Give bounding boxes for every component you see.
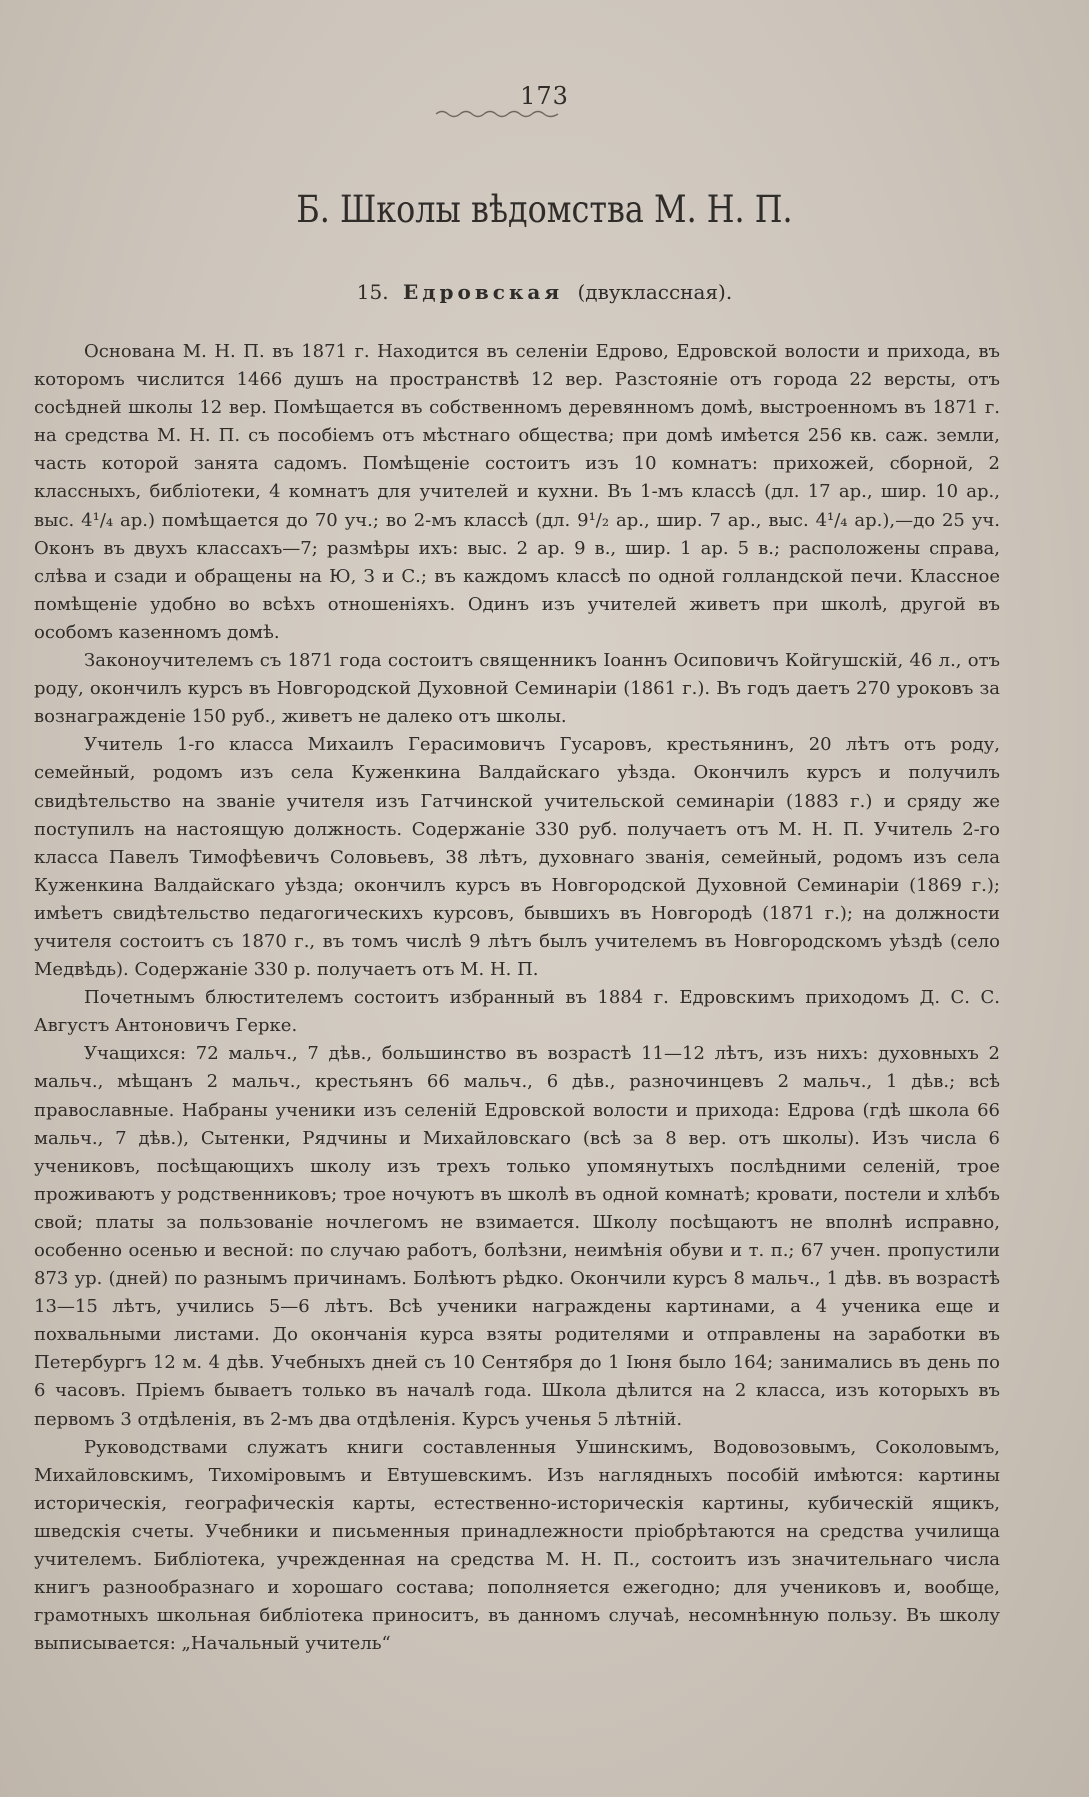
paragraph-founding: Основана М. Н. П. въ 1871 г. Находится въ селеніи Едрово, Едровской волости и прихода, въ которомъ числится 1466 душъ на пространствѣ 12 вер. Разстояніе отъ города 22 версты, отъ сосѣдней школы 12 вер. Помѣщается въ собственномъ деревянномъ домѣ, выстроенномъ въ 1871 г. на средства М. Н. П. съ пособіемъ отъ мѣстнаго общества; при домѣ имѣется 256 кв. саж. земли, часть которой занята садомъ. Помѣщеніе состоитъ изъ 10 комнатъ: прихожей, сборной, 2 классныхъ, библіотеки, 4 комнатъ для учителей и кухни. Въ 1-мъ классѣ (дл. 17 ар., шир. 10 ар., выс. 4¹/₄ ар.) помѣщается до 70 уч.; во 2-мъ классѣ (дл. 9¹/₂ ар., шир. 7 ар., выс. 4¹/₄ ар.),—до 25 уч. Оконъ въ двухъ классахъ—7; размѣры ихъ: выс. 2 ар. 9 в., шир. 1 ар. 5 в.; расположены справа, слѣва и сзади и обращены на Ю, З и С.; въ каждомъ классѣ по одной голландской печи. Классное помѣщеніе удобно во всѣхъ отношеніяхъ. Одинъ изъ учителей живетъ при школѣ, другой въ особомъ казенномъ домѣ. (34, 341, 1000, 643)
paragraph-trustee: Почетнымъ блюстителемъ состоитъ избранный въ 1884 г. Едровскимъ приходомъ Д. С. С. Августъ Антоновичъ Герке. (34, 987, 1000, 1037)
page-number: 173 (520, 82, 569, 110)
paragraph-textbooks: Руководствами служатъ книги составленныя Ушинскимъ, Водовозовымъ, Соколовымъ, Михайловскимъ, Тихоміровымъ и Евтушевскимъ. Изъ наглядныхъ пособій имѣются: картины историческія, географическія карты, естественно-историческія картины, кубическій ящикъ, шведскія счеты. Учебники и письменныя принадлежности пріобрѣтаются на средства училища учителемъ. Библіотека, учрежденная на средства М. Н. П., состоитъ изъ значительнаго числа книгъ разнообразнаго и хорошаго состава; пополняется ежегодно; для учениковъ и, вообще, грамотныхъ школьная библіотека приноситъ, въ данномъ случаѣ, несомнѣнную пользу. Въ школу выписывается: „Начальный учитель“ (34, 1436, 1000, 1655)
body-text (34, 338, 1000, 1658)
school-name: Едровская (402, 280, 564, 304)
school-title (0, 280, 1089, 304)
paragraph-religious-teacher: Законоучителемъ съ 1871 года состоитъ священникъ Іоаннъ Осиповичъ Койгушскій, 46 л., отъ роду, окончилъ курсъ въ Новгородской Духовной Семинаріи (1861 г.). Въ годъ даетъ 270 уроковъ за вознагражденіе 150 руб., живетъ не далеко отъ школы. (34, 650, 1000, 728)
paragraph-students: Учащихся: 72 мальч., 7 дѣв., большинство въ возрастѣ 11—12 лѣтъ, изъ нихъ: духовныхъ 2 мальч., мѣщанъ 2 мальч., крестьянъ 66 мальч., 6 дѣв., разночинцевъ 2 мальч., 1 дѣв.; всѣ православные. Набраны ученики изъ селеній Едровской волости и прихода: Едрова (гдѣ школа 66 мальч., 7 дѣв.), Сытенки, Рядчины и Михайловскаго (всѣ за 8 вер. отъ школы). Изъ числа 6 учениковъ, посѣщающихъ школу изъ трехъ только упомянутыхъ послѣдними селеній, трое проживаютъ у родственниковъ; трое ночуютъ въ школѣ въ одной комнатѣ; кровати, постели и хлѣбъ свой; платы за пользованіе ночлегомъ не взимается. Школу посѣщаютъ не вполнѣ исправно, особенно осенью и весной: по случаю работъ, болѣзни, неимѣнія обуви и т. п.; 67 учен. пропустили 873 ур. (дней) по разнымъ причинамъ. Болѣютъ рѣдко. Окончили курсъ 8 мальч., 1 дѣв. въ возрастѣ 13—15 лѣтъ, учились 5—6 лѣтъ. Всѣ ученики награждены картинами, а 4 ученика еще и похвальными листами. До окончанія курса взяты родителями и отправлены на заработки въ Петербургъ 12 м. 4 дѣв. Учебныхъ дней съ 10 Сентября до 1 Іюня было 164; занимались въ день по 6 часовъ. Пріемъ бываетъ только въ началѣ года. Школа дѣлится на 2 класса, изъ которыхъ въ первомъ 3 отдѣленія, въ 2-мъ два отдѣленія. Курсъ ученья 5 лѣтній. (34, 1043, 1000, 1430)
section-title: Б. Школы вѣдомства М. Н. П. (296, 188, 793, 231)
school-number: 15. (356, 280, 389, 304)
school-type: (двуклассная). (577, 280, 733, 304)
paragraph-teachers: Учитель 1-го класса Михаилъ Герасимовичъ Гусаровъ, крестьянинъ, 20 лѣтъ отъ роду, семейный, родомъ изъ села Куженкина Валдайскаго уѣзда. Окончилъ курсъ и получилъ свидѣтельство на званіе учителя изъ Гатчинской учительской семинаріи (1883 г.) и сряду же поступилъ на настоящую должность. Содержаніе 330 руб. получаетъ отъ М. Н. П. Учитель 2-го класса Павелъ Тимофѣевичъ Соловьевъ, 38 лѣтъ, духовнаго званія, семейный, родомъ изъ села Куженкина Валдайскаго уѣзда; окончилъ курсъ въ Новгородской Духовной Семинаріи (1869 г.); имѣетъ свидѣтельство педагогическихъ курсовъ, бывшихъ въ Новгородѣ (1871 г.); на должности учителя состоитъ съ 1870 г., въ томъ числѣ 9 лѣтъ былъ учителемъ въ Новгородскомъ уѣздѣ (село Медвѣдь). Содержаніе 330 р. получаетъ отъ М. Н. П. (34, 734, 1000, 981)
ornament-divider (434, 107, 560, 119)
